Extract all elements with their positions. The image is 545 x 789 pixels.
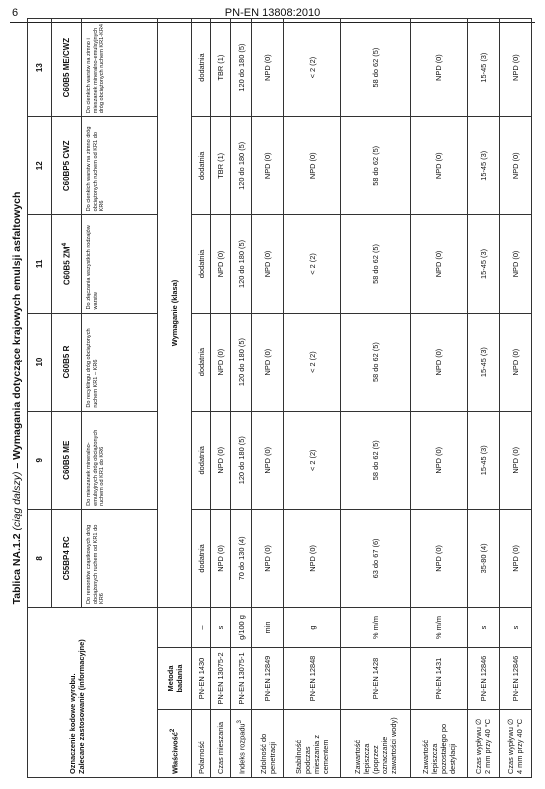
rotated-table-area [10,18,535,778]
property-footnote: 3 [235,720,243,724]
requirement-value: NPD (0) [410,215,467,313]
requirement-value: dodatnia [192,117,211,215]
product-code: C60B5 ME [52,411,82,509]
property-name: Zdolność do penetracji [252,710,284,778]
table-row [410,19,467,778]
requirement-value: TBR (1) [211,117,230,215]
unit: – [192,607,211,647]
requirement-value: 15-45 (3) [467,411,499,509]
requirement-value: NPD (0) [499,19,531,117]
recommended-use: Do recyklingu dróg obciążonych ruchem KR1 – KR6 [82,313,158,411]
requirement-value: NPD (0) [211,313,230,411]
unit: min [252,607,284,647]
requirement-value: NPD (0) [252,509,284,607]
unit: s [499,607,531,647]
table-title-continuation: (ciąg dalszy) [11,471,23,531]
requirement-value: NPD (0) [410,117,467,215]
designation-header-cell [28,607,158,777]
product-code [52,215,82,313]
unit: s [211,607,230,647]
column-number: 13 [28,19,52,117]
unit: % m/m [410,607,467,647]
column-number-row [28,19,52,778]
requirement-value: 15-45 (3) [467,117,499,215]
test-method: PN-EN 13075-1 [230,648,252,710]
table-row [252,19,284,778]
table-row [467,19,499,778]
test-method: PN-EN 1430 [192,648,211,710]
product-code-text: C60B5 ZM [62,246,72,286]
test-method: PN-EN 12846 [467,648,499,710]
requirement-value: 63 do 67 (6) [341,509,411,607]
requirement-value: 58 do 62 (5) [341,313,411,411]
table-title-rest: – Wymagania dotyczące krajowych emulsji asfaltowych [11,191,23,469]
property-name: Stabilność podczas mieszania z cementem [284,710,341,778]
application-label: Zalecane zastosowanie (informacyjne) [77,639,86,774]
requirement-value: 120 do 180 (5) [230,313,252,411]
requirement-value: NPD (0) [252,313,284,411]
requirement-value: 15-45 (3) [467,19,499,117]
requirement-value: NPD (0) [499,509,531,607]
test-method: PN-EN 12846 [499,648,531,710]
property-footnote: 2 [169,728,177,733]
recommended-use: Do remontów cząstkowych dróg obciążonych ruchem od KR1 do KR6 [82,509,158,607]
designation-label: Oznaczenie kodowe wyrobu. [68,673,77,774]
property-header-row [158,19,192,778]
requirement-value: TBR (1) [211,19,230,117]
requirement-value: NPD (0) [284,509,341,607]
requirement-value: NPD (0) [252,411,284,509]
requirements-header: Wymaganie (klasa) [158,19,192,608]
requirement-value: NPD (0) [499,313,531,411]
standard-reference: PN-EN 13808:2010 [224,7,321,19]
recommended-use: Do mieszanek mineralno-emulsyjnych dróg obciążonych ruchem od KR1 do KR6 [82,411,158,509]
requirement-value: < 2 (2) [284,411,341,509]
product-code-footnote: 4 [61,242,69,247]
table-row [284,19,341,778]
test-method: PN-EN 12848 [284,648,341,710]
requirement-value: dodatnia [192,411,211,509]
requirement-value: 70 do 130 (4) [230,509,252,607]
table-row [211,19,230,778]
requirement-value: 58 do 62 (5) [341,117,411,215]
property-name: Polarność [192,710,211,778]
requirement-value: NPD (0) [410,19,467,117]
requirement-value: 120 do 180 (5) [230,19,252,117]
table-row [341,19,411,778]
requirement-value: dodatnia [192,509,211,607]
recommended-use: Do cienkich warstw na zimno i mieszanek mineralno-emulsyjnych dróg obciążonych ruchem KR1-KR4 [82,19,158,117]
requirements-table [27,18,532,778]
column-number: 11 [28,215,52,313]
requirement-value: 120 do 180 (5) [230,215,252,313]
unit: g [284,607,341,647]
table-title-prefix: Tablica NA.1.2 [11,533,23,605]
requirement-value: dodatnia [192,313,211,411]
test-method: PN-EN 12849 [252,648,284,710]
property-name: Czas wypływu ∅ 2 mm przy 40 °C [467,710,499,778]
property-label: Właściwość [170,732,180,774]
requirement-value: 120 do 180 (5) [230,411,252,509]
requirement-value: NPD (0) [284,117,341,215]
requirement-value: NPD (0) [211,509,230,607]
requirement-value: dodatnia [192,215,211,313]
column-number: 12 [28,117,52,215]
requirement-value: NPD (0) [211,215,230,313]
method-column-header: Metoda badania [158,648,192,710]
product-code: C60B5 R [52,313,82,411]
table-row [192,19,211,778]
column-number: 10 [28,313,52,411]
property-column-header [158,710,192,778]
requirement-value: 120 do 180 (5) [230,117,252,215]
requirement-value: dodatnia [192,19,211,117]
recommended-use: Do cienkich warstw na zimno dróg obciążonych ruchem od KR1 do KR6 [82,117,158,215]
unit-column-header [158,607,192,647]
unit: g/100 g [230,607,252,647]
requirement-value: NPD (0) [252,215,284,313]
table-title [10,18,24,778]
requirement-value: < 2 (2) [284,313,341,411]
page-number: 6 [12,7,19,19]
requirement-value: 35-80 (4) [467,509,499,607]
test-method: PN-EN 1431 [410,648,467,710]
requirement-value: NPD (0) [410,509,467,607]
requirement-value: 58 do 62 (5) [341,411,411,509]
requirement-value: 15-45 (3) [467,215,499,313]
table-row [230,19,252,778]
property-name: Zawartość lepiszcza (poprzez oznaczanie zawartości wody) [341,710,411,778]
test-method: PN-EN 13075-2 [211,648,230,710]
requirement-value: NPD (0) [252,19,284,117]
requirement-value: NPD (0) [410,313,467,411]
table-row [499,19,531,778]
product-code: C55BP4 RC [52,509,82,607]
property-name-text: Indeks rozpadu [237,723,247,774]
requirement-value: 58 do 62 (5) [341,19,411,117]
requirement-value: NPD (0) [499,215,531,313]
requirement-value: < 2 (2) [284,215,341,313]
property-name: Czas mieszania [211,710,230,778]
requirement-value: NPD (0) [499,411,531,509]
requirement-value: 15-45 (3) [467,313,499,411]
requirement-value: NPD (0) [252,117,284,215]
requirement-value: NPD (0) [499,117,531,215]
requirement-value: 58 do 62 (5) [341,215,411,313]
product-code: C60B5 ME/CWZ [52,19,82,117]
requirement-value: NPD (0) [211,411,230,509]
unit: s [467,607,499,647]
recommended-use: Do złączania wszystkich rodzajów warstw [82,215,158,313]
requirement-value: < 2 (2) [284,19,341,117]
test-method: PN-EN 1428 [341,648,411,710]
column-number: 8 [28,509,52,607]
unit: % m/m [341,607,411,647]
property-name [230,710,252,778]
property-name: Czas wypływu ∅ 4 mm przy 40 °C [499,710,531,778]
requirement-value: NPD (0) [410,411,467,509]
property-name: Zawartość lepiszcza pozostałego po destylacji [410,710,467,778]
product-code: C60BP5 CWZ [52,117,82,215]
column-number: 9 [28,411,52,509]
